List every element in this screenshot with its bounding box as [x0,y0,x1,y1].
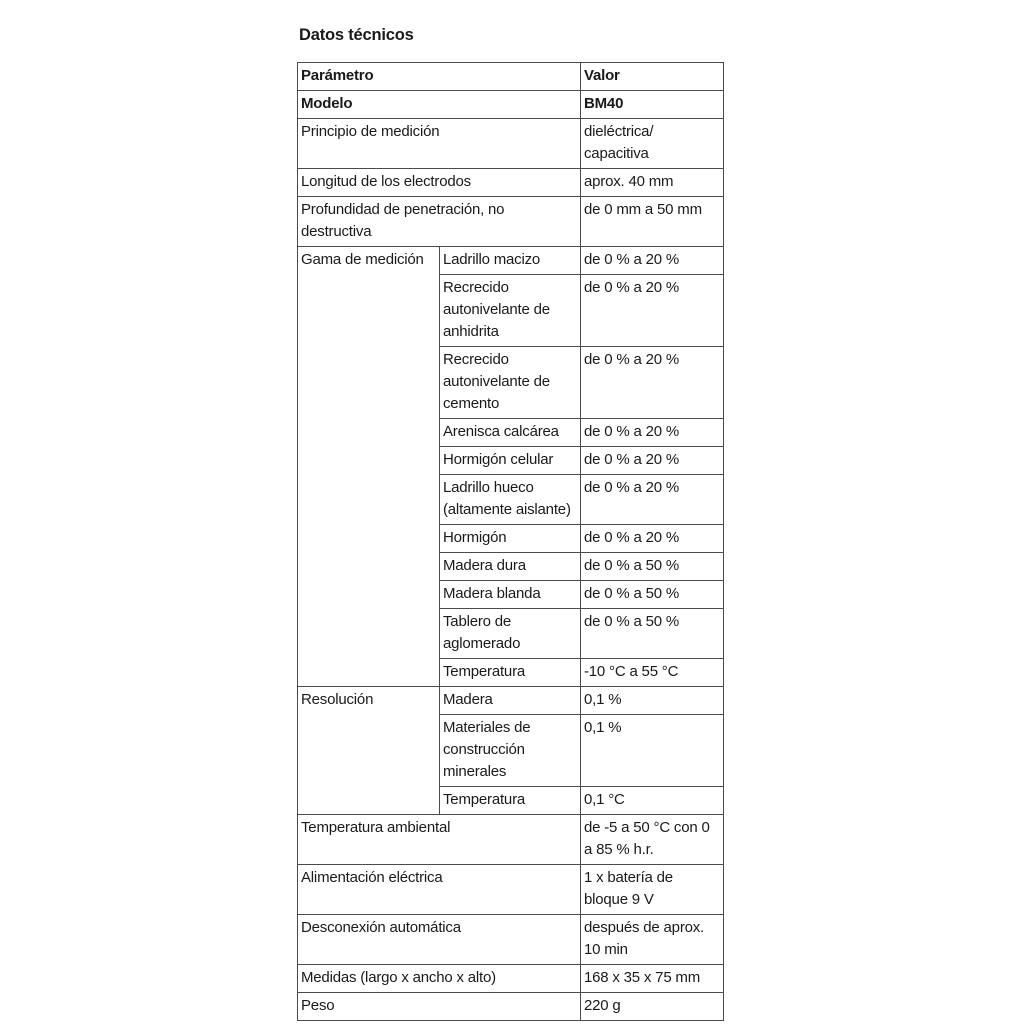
resolution-value: 0,1 % [581,687,724,715]
resolution-value: 0,1 % [581,715,724,787]
row-label: Longitud de los electrodos [298,169,581,197]
range-value: de 0 % a 50 % [581,553,724,581]
row-value: de -5 a 50 °C con 0 a 85 % h.r. [581,815,724,865]
range-value: de 0 % a 20 % [581,475,724,525]
parameter-header: Parámetro [298,63,581,91]
range-value: de 0 % a 20 % [581,419,724,447]
range-value: de 0 % a 20 % [581,275,724,347]
resolution-material: Temperatura [440,787,581,815]
table-row [298,687,724,715]
row-value: dieléctrica/ capacitiva [581,119,724,169]
row-label: Medidas (largo x ancho x alto) [298,965,581,993]
resolution-material: Materiales de construcción minerales [440,715,581,787]
row-label: Profundidad de penetración, no destructiva [298,197,581,247]
row-label: Alimentación eléctrica [298,865,581,915]
model-label: Modelo [298,91,581,119]
resolution-label: Resolución [298,687,440,815]
row-value: 1 x batería de bloque 9 V [581,865,724,915]
range-value: de 0 % a 20 % [581,447,724,475]
technical-data-table [297,62,724,1021]
table-header-row [298,63,724,91]
row-value: después de aprox. 10 min [581,915,724,965]
table-row [298,865,724,915]
range-material: Madera blanda [440,581,581,609]
range-material: Recrecido autonivelante de cemento [440,347,581,419]
row-value: de 0 mm a 50 mm [581,197,724,247]
range-label: Gama de medición [298,247,440,687]
range-material: Tablero de aglomerado [440,609,581,659]
table-row [298,915,724,965]
resolution-material: Madera [440,687,581,715]
range-value: de 0 % a 20 % [581,347,724,419]
range-material: Hormigón celular [440,447,581,475]
document-title: Datos técnicos [299,26,414,44]
range-material: Arenisca calcárea [440,419,581,447]
range-material: Temperatura [440,659,581,687]
row-value: 220 g [581,993,724,1021]
range-value: de 0 % a 50 % [581,581,724,609]
table-row [298,815,724,865]
table-row [298,247,724,275]
row-label: Principio de medición [298,119,581,169]
table-row [298,169,724,197]
range-material: Hormigón [440,525,581,553]
range-value: de 0 % a 50 % [581,609,724,659]
value-header: Valor [581,63,724,91]
table-row [298,119,724,169]
range-value: -10 °C a 55 °C [581,659,724,687]
range-material: Ladrillo hueco (altamente aislante) [440,475,581,525]
model-row [298,91,724,119]
row-label: Temperatura ambiental [298,815,581,865]
range-value: de 0 % a 20 % [581,247,724,275]
resolution-value: 0,1 °C [581,787,724,815]
range-material: Recrecido autonivelante de anhidrita [440,275,581,347]
range-material: Ladrillo macizo [440,247,581,275]
range-value: de 0 % a 20 % [581,525,724,553]
row-label: Peso [298,993,581,1021]
row-label: Desconexión automática [298,915,581,965]
model-value: BM40 [581,91,724,119]
row-value: 168 x 35 x 75 mm [581,965,724,993]
row-value: aprox. 40 mm [581,169,724,197]
table-row [298,197,724,247]
range-material: Madera dura [440,553,581,581]
table-row [298,965,724,993]
table-row [298,993,724,1021]
